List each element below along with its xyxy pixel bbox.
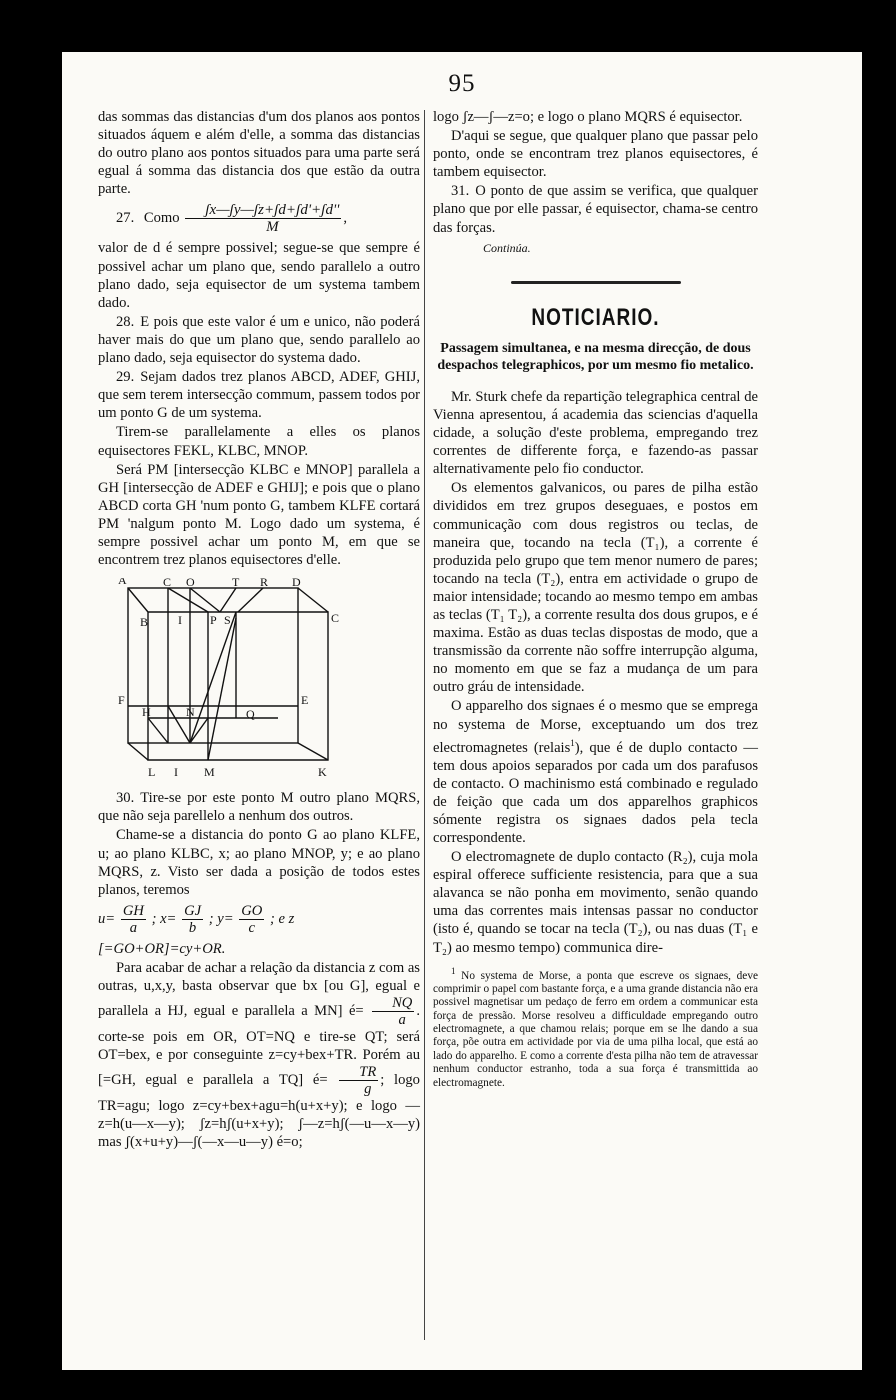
figure-label: S	[224, 613, 231, 628]
paragraph-text: O apparelho dos signaes é o mesmo que se emprega no systema de Morse, exceptuando um dos trez electromagnetes (relais	[433, 698, 758, 756]
figure-label: M	[204, 765, 215, 779]
figure-label: T	[232, 578, 240, 590]
equation-fraction: $\frac{TR}{g}$	[339, 1064, 378, 1097]
figure-line	[220, 588, 236, 612]
equation-1	[98, 903, 420, 936]
equation-fraction: $\frac{GO}{c}$	[241, 902, 263, 936]
section-rule	[511, 281, 681, 284]
figure-label: P	[210, 613, 217, 628]
paragraph-text: ; logo TR=agu; logo z=cy+bex+agu=h(u+x+y); e logo —z=h(u—x—y); ʃz=hʃ(u+x+y); ʃ—z=hʃ(—u—x—y) mas ʃ(x+u+y)—ʃ(—x—u—y) é=o;	[98, 1072, 420, 1151]
paragraph-text: Para acabar de achar a relação da distancia z com as outras, u,x,y, basta observar que bx [ou G], egual e parallela a HJ, egual e parallela a MN] é=	[98, 959, 420, 1019]
geometric-figure	[118, 578, 348, 778]
figure-label: C	[331, 611, 340, 626]
paragraph-text: Tire-se por este ponto M outro plano MQRS, que não seja parellelo a nenhum dos outros.	[98, 790, 420, 825]
equation-text: ; e z	[270, 910, 295, 927]
left-column	[98, 108, 420, 1153]
figure-line	[190, 612, 236, 743]
paragraph: das sommas das distancias d'um dos planos aos pontos situados áquem e além d'elle, a somma das distancias do outro plano aos pontos situados para uma parte será egual á somma das distancia dos que estão da outra parte.	[98, 109, 420, 198]
figure-label: A	[118, 578, 127, 588]
paragraph: Os elementos galvanicos, ou pares de pilha estão divididos em trez grupos deseguaes, e postos em communicação com dous registros ou teclas, de maneira que, tocando na tecla (T₁), a corrente é produzida pelo grupo que tem menor numero de pares; tocando na tecla (T₂), entra em actividade o grupo de maior intensidade; tocando ao mesmo tempo em ambas as teclas (T₁ T₂), a corrente resulta dos dous grupos, e é maxima. Estão as duas teclas dispostas de modo, que a transmissão da corrente não soffre interrupção alguma, no momento em que se faz a mudança de um para outro gráu de intensidade.	[433, 480, 758, 696]
figure-label: B	[140, 615, 149, 630]
figure-edge	[298, 743, 328, 760]
figure-line	[208, 618, 236, 760]
figure-line	[238, 588, 263, 612]
equation-2: [=GO+OR]=cy+OR.	[98, 940, 226, 957]
figure-label: C	[163, 578, 172, 590]
equation-fraction: $\frac{GJ}{b}$	[184, 902, 202, 936]
equation-text: ; x=	[151, 910, 177, 927]
equation-fraction: $\frac{NQ}{a}$	[372, 995, 414, 1028]
figure-label: R	[260, 578, 269, 590]
figure-label: E	[301, 693, 309, 708]
right-column	[433, 108, 758, 1091]
figure-frame	[128, 588, 298, 743]
footnote-ref[interactable]: 1	[570, 737, 575, 748]
figure-edge	[128, 743, 148, 760]
paragraph	[98, 959, 420, 1152]
paragraph-text: ), que é de duplo contacto — tem dous apoios separados por cada um dos parafusos de contacto. O machinismo está combinado e regulado de feição que cada um dos apparelhos graphicos sómente registra os signaes dados pela tecla correspondente.	[433, 739, 758, 846]
column-divider	[424, 110, 425, 1340]
page-number: 95	[448, 70, 476, 97]
formula-prefix: Como	[143, 210, 180, 227]
equation-text: ; y=	[208, 910, 234, 927]
footnote-marker: 1	[451, 965, 456, 976]
paragraph: Tirem-se parallelamente a elles os planos equisectores FEKL, KLBC, MNOP.	[98, 424, 420, 459]
continued-note: Continúa.	[483, 240, 531, 255]
paragraph-text: O ponto de que assim se verifica, que qualquer plano que por elle passar, é equisector, chama-se centro das forças.	[433, 183, 758, 236]
figure-line	[148, 718, 168, 743]
paragraph-text: E pois que este valor é um e unico, não poderá haver mais do que um plano que, sendo parallelo ao plano dado, seja equisector do systema dado.	[98, 313, 420, 367]
figure-label: H	[142, 705, 151, 720]
paragraph-text: . corte-se pois em OR, OT=NQ e tire-se QT; será OT=bex, e por conseguinte z=cy+bex+TR. Porém au [=GH, egual e parallela a TQ] é=	[98, 1002, 420, 1089]
figure-label: L	[148, 765, 156, 779]
formula-denominator: M	[266, 219, 279, 236]
figure-label: I	[174, 765, 178, 779]
article-title: Passagem simultanea, e na mesma direcção, de dous despachos telegraphicos, por um mesmo fio metalico.	[437, 340, 754, 373]
equation-text: u=	[98, 910, 116, 927]
page	[62, 52, 862, 1370]
section-28	[98, 313, 420, 367]
formula-comma: ,	[343, 210, 348, 227]
paragraph: O electromagnete de duplo contacto (R₂), cuja mola espiral offerece sufficiente resistencia, para que a sua alavanca se não ponha em movimento, senão quando uma das correntes mais intensas passar no conductor (isto é, quando se tocar na tecla (T₂), ou nas duas (T₁ e T₂) ao mesmo tempo) communica dire-	[433, 849, 758, 956]
figure-label: I	[178, 613, 182, 628]
figure-label: O	[186, 578, 195, 590]
paragraph: Mr. Sturk chefe da repartição telegraphica central de Vienna apresentou, á academia das sciencias d'aquella cidade, a solução d'este problema, empregando trez correntes de differente força, e fazendo-as passar alternativamente pelo fio conductor.	[433, 388, 758, 478]
formula-numerator: ʃx—ʃy—ʃz+ʃd+ʃd'+ʃd''	[185, 202, 341, 219]
section-number: 29.	[116, 369, 135, 386]
paragraph: Chame-se a distancia do ponto G ao plano KLFE, u; ao plano KLBC, x; ao plano MNOP, y; e ao plano MQRS, z. Visto ser dada a posição de todos estes planos, teremos	[98, 827, 420, 898]
paragraph	[433, 697, 758, 847]
figure-line	[168, 588, 208, 612]
section-31	[433, 182, 758, 236]
section-30	[98, 789, 420, 825]
section-27-formula	[98, 202, 420, 235]
figure-label: D	[292, 578, 301, 590]
figure-label: F	[118, 693, 125, 708]
paragraph: valor de d é sempre possivel; segue-se que sempre é possivel achar um plano que, sendo parallelo a outro plano dado, seja equisector de um systema tambem dado.	[98, 240, 420, 311]
figure-edge	[298, 588, 328, 612]
figure-line	[190, 588, 220, 612]
figure-label: N	[186, 705, 195, 720]
footnote	[433, 965, 758, 1090]
paragraph: D'aqui se segue, que qualquer plano que passar pelo ponto, onde se encontram trez planos equisectores, é tambem equisector.	[433, 128, 758, 181]
section-number: 27.	[116, 210, 135, 227]
section-number: 28.	[116, 313, 135, 330]
paragraph: logo ʃz—ʃ—z=o; e logo o plano MQRS é equisector.	[433, 109, 743, 125]
section-number: 30.	[116, 790, 135, 807]
figure-line	[190, 718, 208, 743]
footnote-text: No systema de Morse, a ponta que escreve os signaes, deve comprimir o papel com bastante força, e a uma grande distancia não era possivel magnetisar um pedaço de ferro em ordem a communicar esta força de pressão. Morse resolveu a difficuldade empregando outro electromagnete, a que chamou relais; porque em se lhe dando a sua força, põe outra em actividade por via de uma pilha local, que está ao lado do apparelho. E como a corrente d'esta pilha não tem de atravessar nenhum conductor estranho, toda a sua força é transmittida ao electromagnete.	[433, 969, 758, 1089]
paragraph-text: Sejam dados trez planos ABCD, ADEF, GHIJ, que sem terem intersecção commum, passem todos por um ponto G de um systema.	[98, 369, 420, 422]
section-number: 31.	[451, 183, 470, 200]
formula-fraction	[185, 202, 341, 235]
section-heading: NOTICIARIO.	[531, 304, 660, 332]
equation-fraction: $\frac{GH}{a}$	[122, 902, 144, 936]
section-29	[98, 368, 420, 422]
figure-label: Q	[246, 707, 255, 722]
figure-label: K	[318, 765, 327, 779]
paragraph: Será PM [intersecção KLBC e MNOP] parallela a GH [intersecção de ADEF e GHIJ]; e pois que o plano ABCD corta GH 'num ponto G, tambem KLFE cortará PM 'nalgum ponto M. Logo dado um systema, é sempre possivel achar um ponto M, em que se encontrem trez planos equisectores d'elle.	[98, 461, 420, 569]
